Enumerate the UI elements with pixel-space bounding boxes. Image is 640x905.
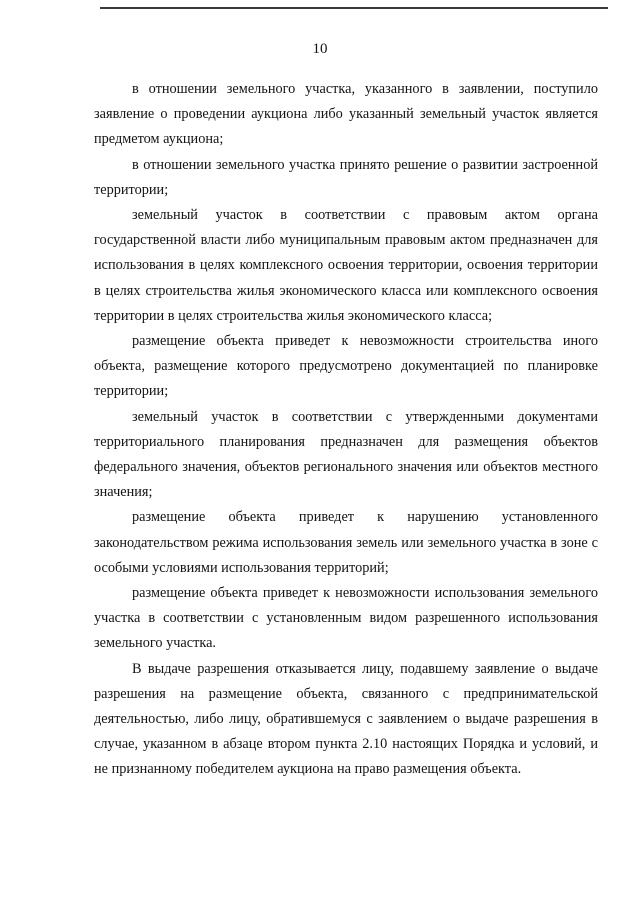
paragraph-4: размещение объекта приведет к невозможности строительства иного объекта, размещение которого предусмотрено документацией по планировке территории; xyxy=(94,333,598,400)
document-body xyxy=(94,77,598,783)
paragraph-3: земельный участок в соответствии с правовым актом органа государственной власти либо муниципальным правовым актом предназначен для использования в целях комплексного освоения территории, освоения территории в целях строительства жилья экономического класса или комплексного освоения территории в целях строительства жилья экономического класса; xyxy=(94,207,598,324)
page-number: 10 xyxy=(312,41,328,57)
paragraph-8: В выдаче разрешения отказывается лицу, подавшему заявление о выдаче разрешения на размещение объекта, связанного с предпринимательской деятельностью, либо лицу, обратившемуся с заявлением о выдаче разрешения в случае, указанном в абзаце втором пункта 2.10 настоящих Порядка и условий, и не признанному победителем аукциона на право размещения объекта. xyxy=(94,660,598,778)
paragraph-5: земельный участок в соответствии с утвержденными документами территориального планирования предназначен для размещения объектов федерального значения, объектов регионального значения или объектов местного значения; xyxy=(94,408,598,501)
paragraph-7: размещение объекта приведет к невозможности использования земельного участка в соответствии с установленным видом разрешенного использования земельного участка. xyxy=(94,585,598,652)
paragraph-1: в отношении земельного участка, указанного в заявлении, поступило заявление о проведении аукциона либо указанный земельный участок является предметом аукциона; xyxy=(94,81,598,148)
paragraph-2: в отношении земельного участка принято решение о развитии застроенной территории; xyxy=(94,156,598,198)
paragraph-6: размещение объекта приведет к нарушению установленного законодательством режима использования земель или земельного участка в зоне с особыми условиями использования территорий; xyxy=(94,509,598,576)
top-border-line xyxy=(100,7,608,9)
